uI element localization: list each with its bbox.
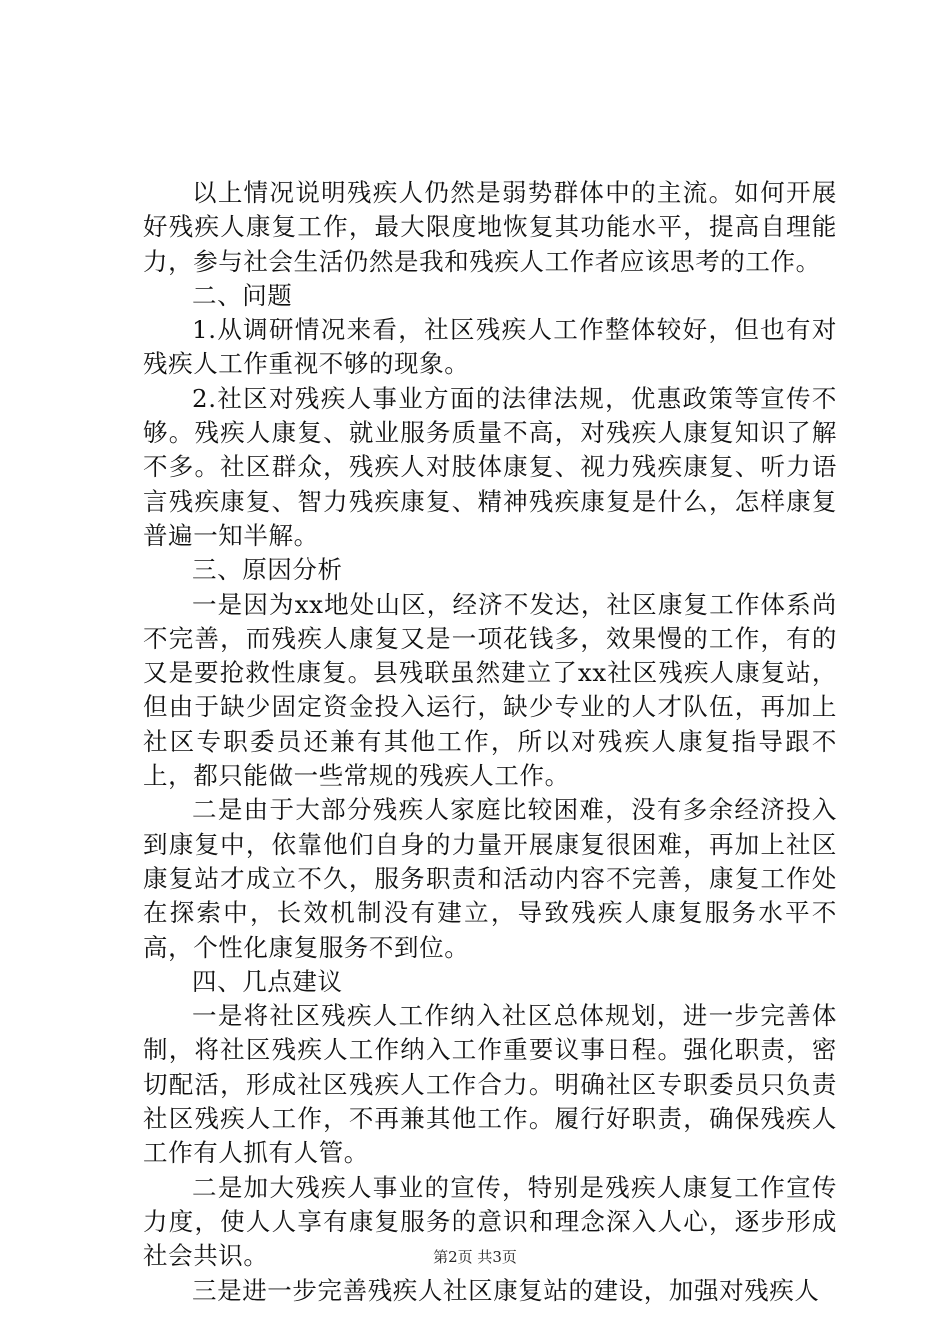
section-heading-suggestions: 四、几点建议 bbox=[192, 966, 343, 996]
section-heading-problems: 二、问题 bbox=[192, 280, 293, 310]
paragraph-problem-1: 1.从调研情况来看，社区残疾人工作整体较好，但也有对残疾人工作重视不够的现象。 bbox=[143, 315, 837, 379]
section-heading-cause-analysis: 三、原因分析 bbox=[192, 555, 343, 585]
paragraph-suggestion-1: 一是将社区残疾人工作纳入社区总体规划，进一步完善体制，将社区残疾人工作纳入工作重要议事日程。强化职责，密切配活，形成社区残疾人工作合力。明确社区专职委员只负责社区残疾人工作，不再兼其他工作。履行好职责，确保残疾人工作有人抓有人管。 bbox=[143, 1001, 837, 1168]
paragraph-intro: 以上情况说明残疾人仍然是弱势群体中的主流。如何开展好残疾人康复工作，最大限度地恢复其功能水平，提高自理能力，参与社会生活仍然是我和残疾人工作者应该思考的工作。 bbox=[143, 178, 837, 276]
paragraph-problem-2: 2.社区对残疾人事业方面的法律法规，优惠政策等宣传不够。残疾人康复、就业服务质量不高，对残疾人康复知识了解不多。社区群众，残疾人对肢体康复、视力残疾康复、听力语言残疾康复、智力残疾康复、精神残疾康复是什么，怎样康复普遍一知半解。 bbox=[143, 383, 837, 550]
page-footer: 第2页 共3页 bbox=[433, 1248, 517, 1266]
paragraph-suggestion-2: 二是加大残疾人事业的宣传，特别是残疾人康复工作宣传力度，使人人享有康复服务的意识和理念深入人心，逐步形成社会共识。 bbox=[143, 1172, 837, 1271]
document-body bbox=[143, 176, 837, 1308]
paragraph-cause-1: 一是因为xx地处山区，经济不发达，社区康复工作体系尚不完善，而残疾人康复又是一项花钱多，效果慢的工作，有的又是要抢救性康复。县残联虽然建立了xx社区残疾人康复站，但由于缺少固定资金投入运行，缺少专业的人才队伍，再加上社区专职委员还兼有其他工作，所以对残疾人康复指导跟不上，都只能做一些常规的残疾人工作。 bbox=[143, 589, 837, 791]
paragraph-suggestion-3: 三是进一步完善残疾人社区康复站的建设，加强对残疾人 bbox=[192, 1275, 820, 1305]
paragraph-cause-2: 二是由于大部分残疾人家庭比较困难，没有多余经济投入到康复中，依靠他们自身的力量开展康复很困难，再加上社区康复站才成立不久，服务职责和活动内容不完善，康复工作处在探索中，长效机制没有建立，导致残疾人康复服务水平不高，个性化康复服务不到位。 bbox=[143, 795, 837, 962]
